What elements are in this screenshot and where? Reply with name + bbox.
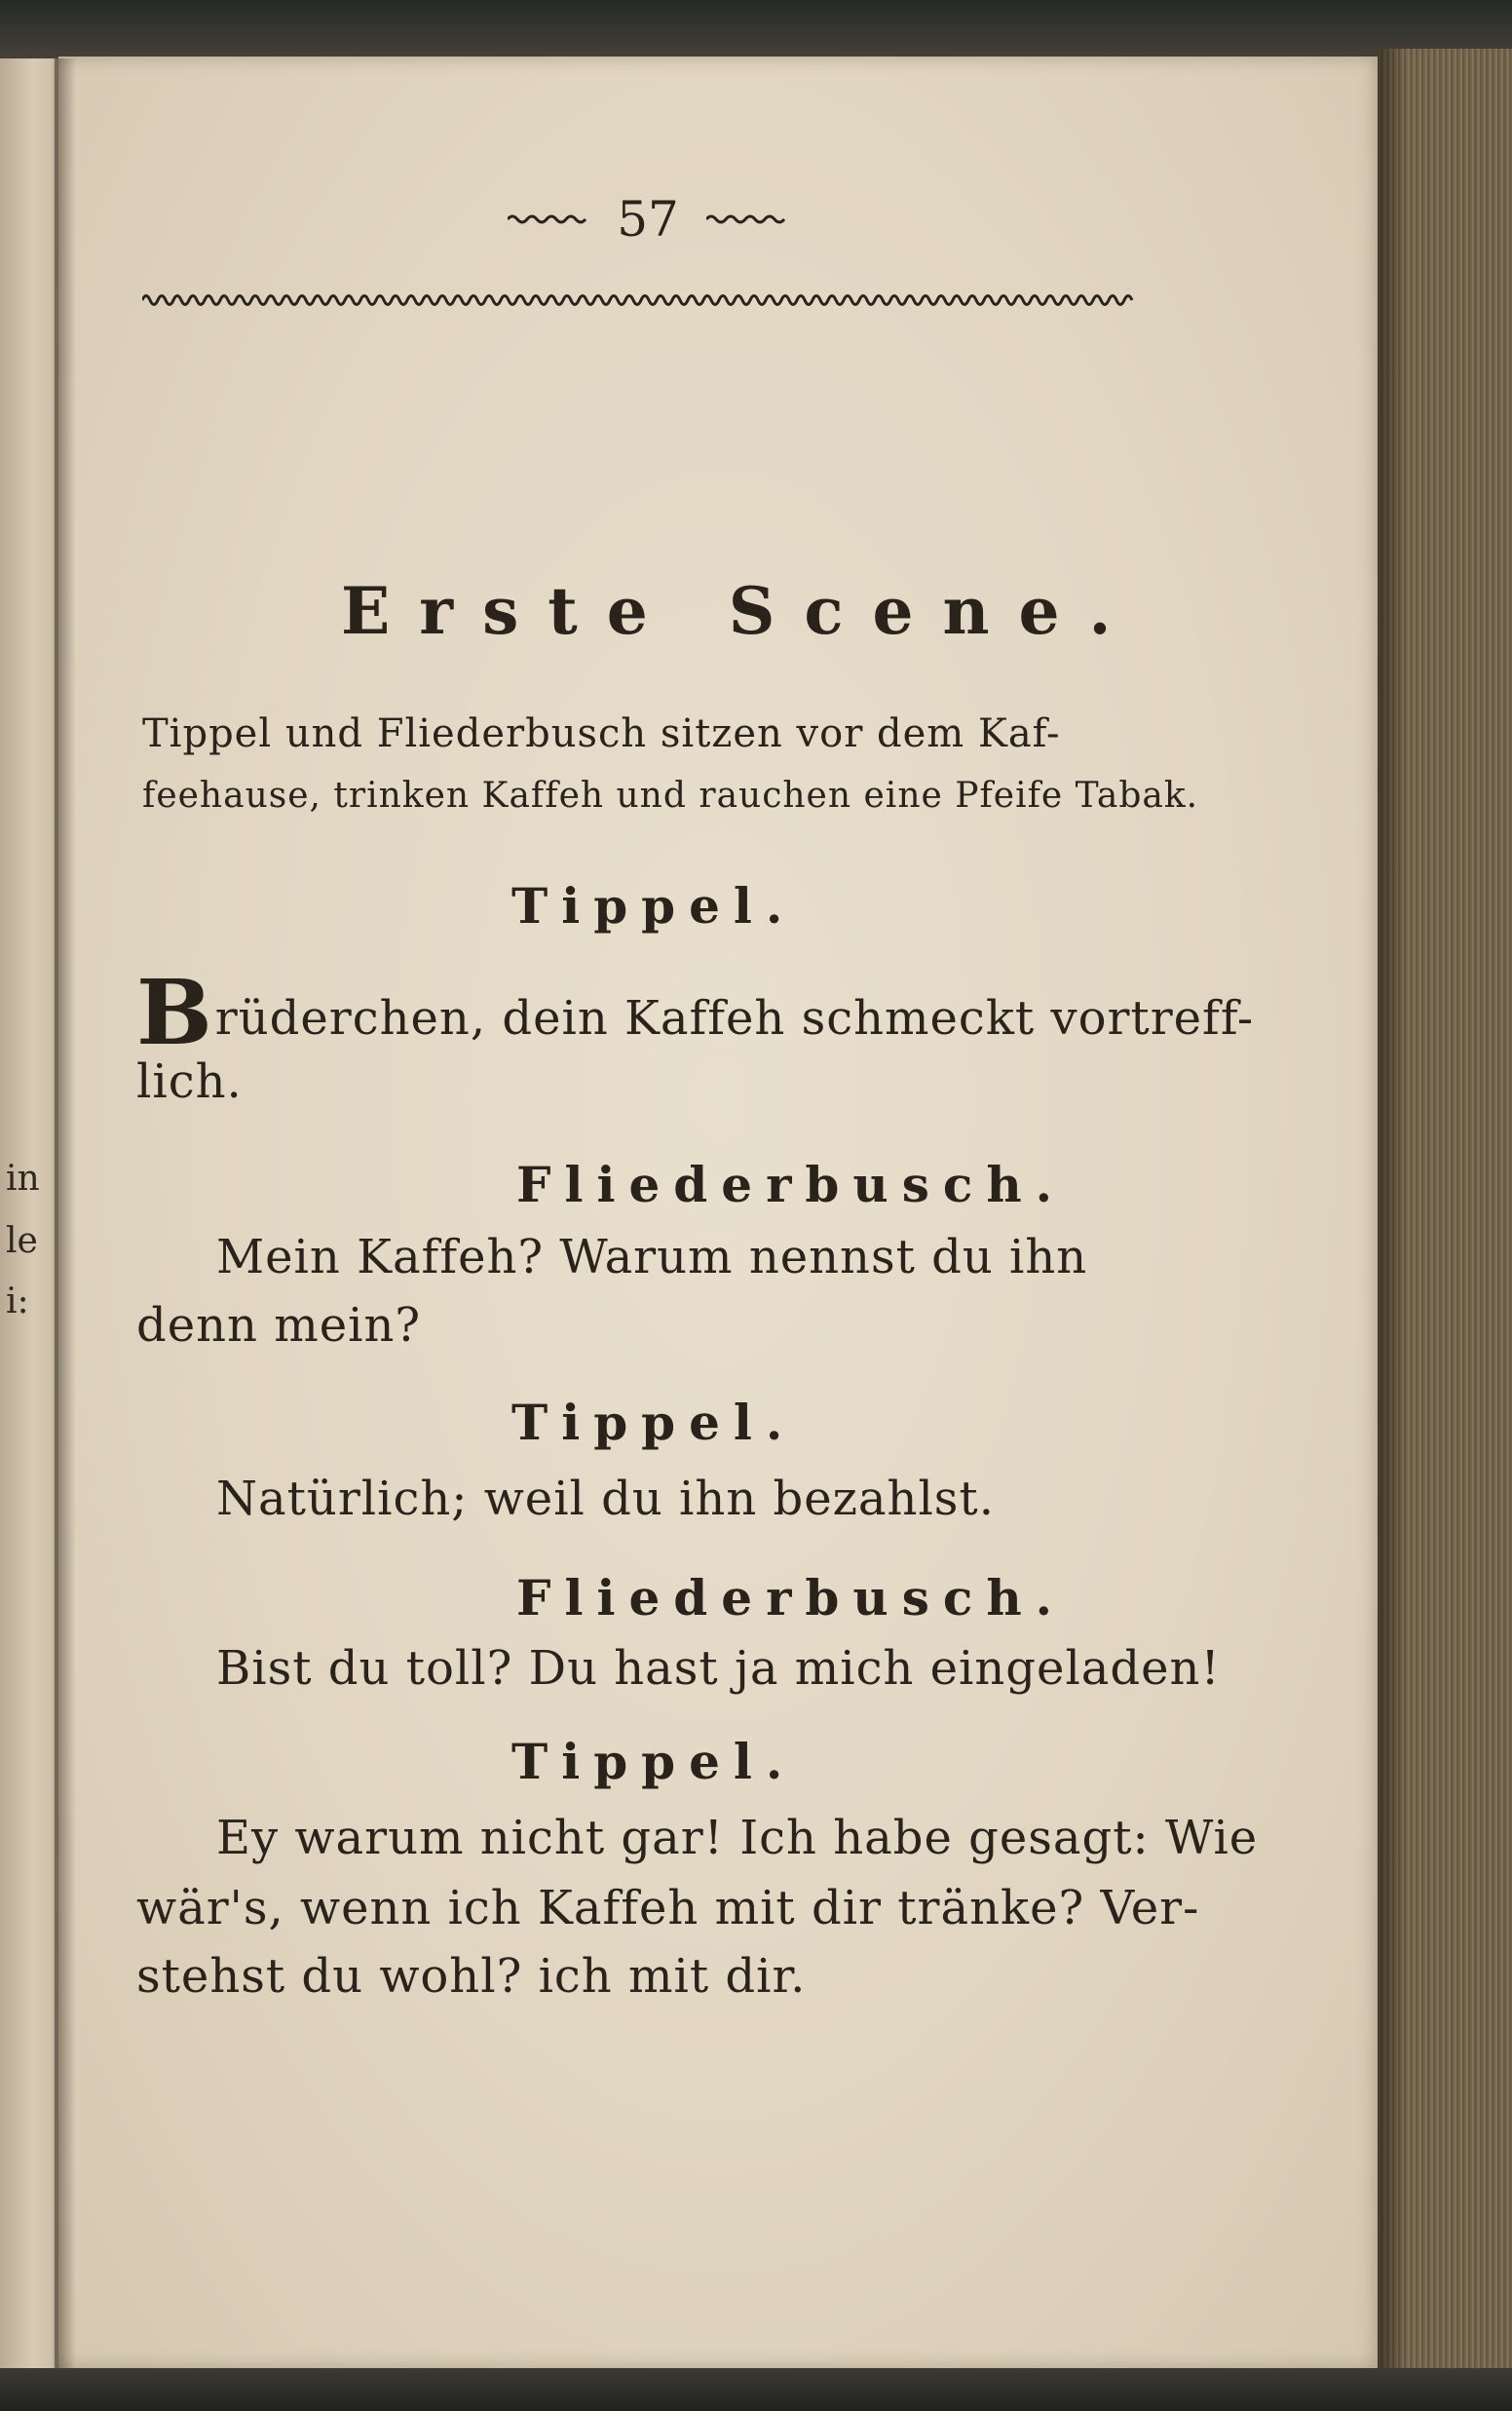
speech-line: Ey warum nicht gar! Ich habe gesagt: Wie [216,1811,1259,1865]
ornament-right [706,211,788,227]
speaker-name: Fliederbusch. [516,1156,1067,1213]
page-header [468,191,828,248]
left-facing-page [0,58,60,2368]
stage-direction-line: Tippel und Fliederbusch sitzen vor dem Kaf- [142,711,1061,756]
speech-line [136,960,1254,1065]
speech-line-rest: rüderchen, dein Kaffeh schmeckt vortreff- [214,991,1255,1046]
speaker-name: Tippel. [511,1733,797,1790]
speaker-name: Tippel. [511,1394,797,1451]
left-page-fragment: in [6,1159,40,1199]
speech-line: Natürlich; weil du ihn bezahlst. [216,1472,995,1526]
speaker-name: Tippel. [511,877,797,935]
left-page-fragment: i: [6,1282,29,1321]
drop-cap: B [136,960,213,1065]
scene-title: Erste Scene. [341,573,1141,649]
speech-line: Bist du toll? Du hast ja mich eingeladen! [216,1641,1221,1696]
stage-direction-line: feehause, trinken Kaffeh und rauchen eine Pfeife Tabak. [142,776,1199,816]
page-edge-shadow [1378,49,1407,2378]
speaker-name: Fliederbusch. [516,1569,1067,1626]
speech-line: stehst du wohl? ich mit dir. [136,1949,807,2004]
ornament-left [508,211,589,227]
speech-line: lich. [136,1054,243,1109]
speech-line: Mein Kaffeh? Warum nennst du ihn [216,1230,1088,1284]
speech-line: wär's, wenn ich Kaffeh mit dir tränke? Ver- [136,1881,1200,1935]
left-page-fragment: le [6,1221,38,1261]
book-cover-bottom [0,2368,1512,2411]
speech-line: denn mein? [136,1298,422,1353]
gutter-shadow [55,58,76,2368]
header-rule [142,288,1136,312]
page-number: 57 [617,191,679,248]
